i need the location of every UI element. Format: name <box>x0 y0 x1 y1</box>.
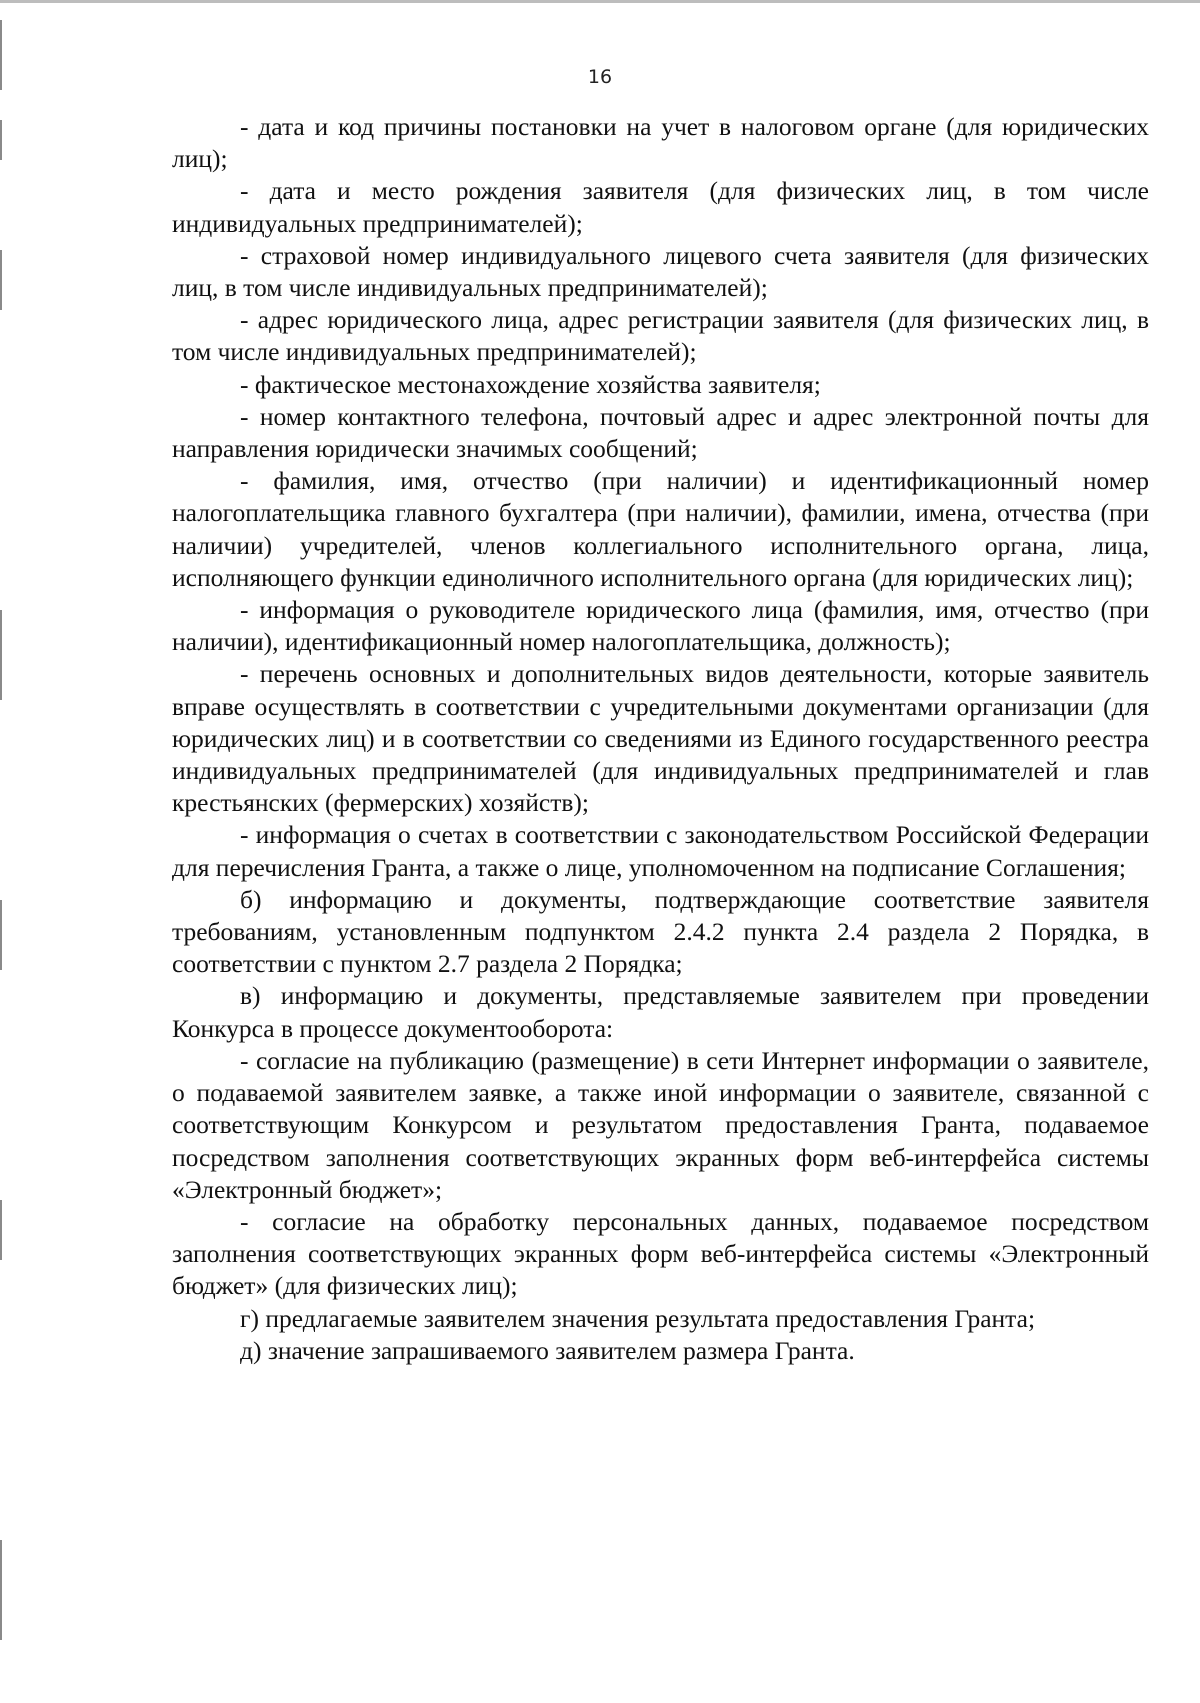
paragraph: д) значение запрашиваемого заявителем размера Гранта. <box>240 1335 855 1365</box>
page-number: 16 <box>587 66 613 88</box>
paragraph: - номер контактного телефона, почтовый адрес и адрес электронной почты для направления юридически значимых сообщений; <box>172 401 1149 464</box>
scan-edge-mark <box>0 120 2 160</box>
scan-edge-mark <box>0 610 2 700</box>
scan-top-edge <box>0 0 1200 3</box>
paragraph: в) информацию и документы, представляемые заявителем при проведении Конкурса в процессе документооборота: <box>172 981 1149 1043</box>
paragraph: - фамилия, имя, отчество (при наличии) и идентификационный номер налогоплательщика главного бухгалтера (при наличии), фамилии, имена, отчества (при наличии) учредителей, членов коллегиального исполнительного органа, лица, исполняющего функции единоличного исполнительного органа (для юридических лиц); <box>172 466 1149 592</box>
paragraph: - фактическое местонахождение хозяйства заявителя; <box>240 369 821 399</box>
paragraph: - дата и место рождения заявителя (для физических лиц, в том числе индивидуальных предпринимателей); <box>172 176 1149 238</box>
paragraph: - согласие на обработку персональных данных, подаваемое посредством заполнения соответствующих экранных форм веб-интерфейса системы «Электронный бюджет» (для физических лиц); <box>172 1206 1149 1301</box>
paragraph: - согласие на публикацию (размещение) в сети Интернет информации о заявителе, о подаваемой заявителем заявке, а также иной информации о заявителе, связанной с соответствующим Конкурсом и результатом предоставления Гранта, подаваемое посредством заполнения соответствующих экранных форм веб-интерфейса системы «Электронный бюджет»; <box>172 1045 1149 1204</box>
paragraph: - информация о руководителе юридического лица (фамилия, имя, отчество (при наличии), идентификационный номер налогоплательщика, должность); <box>172 595 1149 657</box>
paragraph: б) информацию и документы, подтверждающие соответствие заявителя требованиям, установленным подпунктом 2.4.2 пункта 2.4 раздела 2 Порядка, в соответствии с пунктом 2.7 раздела 2 Порядка; <box>172 884 1149 979</box>
paragraph: г) предлагаемые заявителем значения результата предоставления Гранта; <box>240 1303 1036 1333</box>
scan-edge-mark <box>0 250 2 310</box>
paragraph: - перечень основных и дополнительных видов деятельности, которые заявитель вправе осуществлять в соответствии с учредительными документами организации (для юридических лиц) и в соответствии со сведениями из Единого государственного реестра индивидуальных предпринимателей (для индивидуальных предпринимателей и глав крестьянских (фермерских) хозяйств); <box>172 659 1149 818</box>
paragraph: - информация о счетах в соответствии с законодательством Российской Федерации для перечисления Гранта, а также о лице, уполномоченном на подписание Соглашения; <box>172 820 1149 882</box>
paragraph: - дата и код причины постановки на учет в налоговом органе (для юридических лиц); <box>172 112 1149 174</box>
scan-edge-mark <box>0 1540 2 1640</box>
scan-edge-mark <box>0 1200 2 1260</box>
scan-edge-mark <box>0 900 2 970</box>
paragraph: - страховой номер индивидуального лицевого счета заявителя (для физических лиц, в том числе индивидуальных предпринимателей); <box>172 240 1149 303</box>
document-body <box>172 111 1149 1367</box>
paragraph: - адрес юридического лица, адрес регистрации заявителя (для физических лиц, в том числе индивидуальных предпринимателей); <box>172 305 1149 367</box>
